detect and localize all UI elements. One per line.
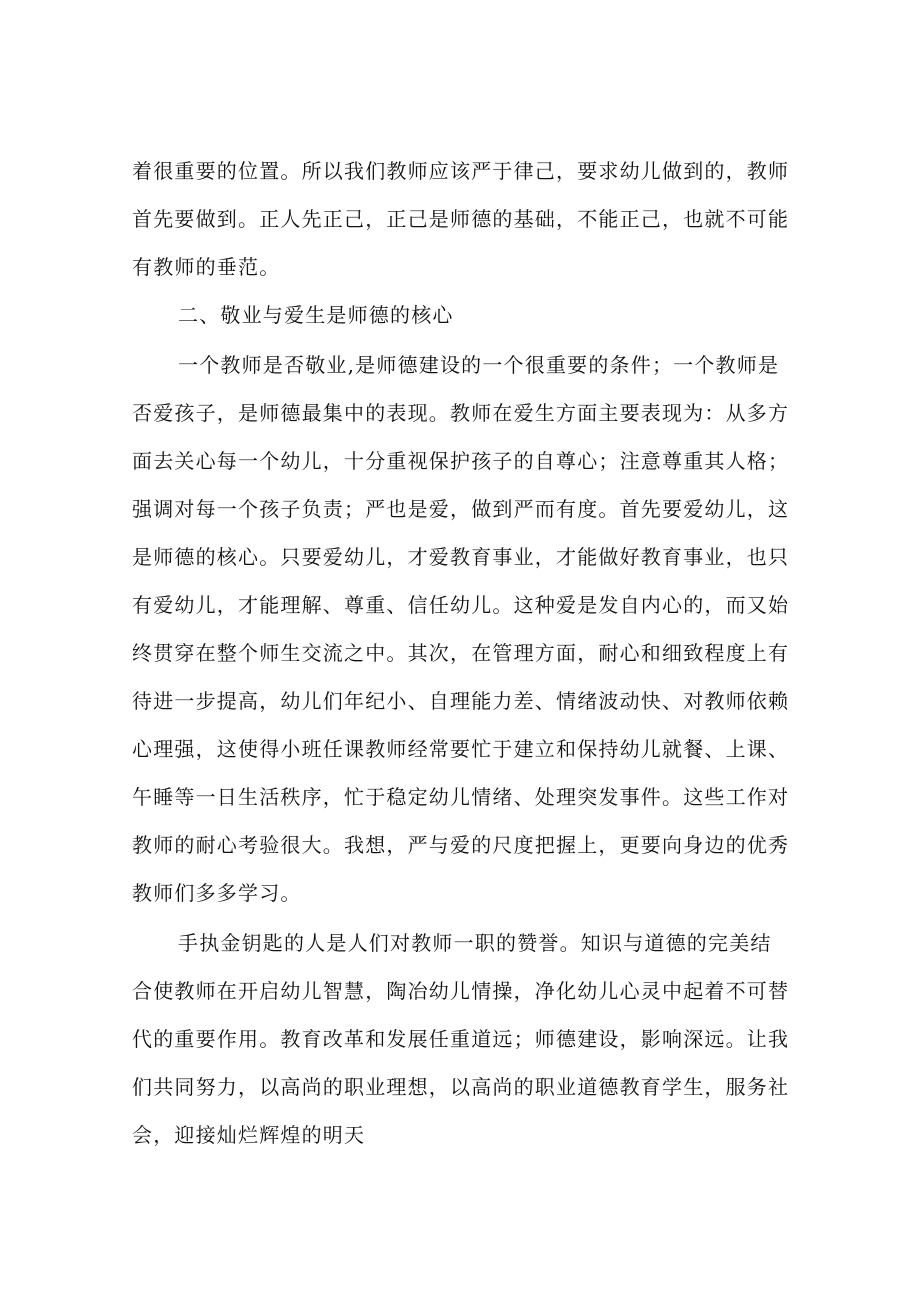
paragraph-line: 强调对每一个孩子负责；严也是爱，做到严而有度。首先要爱幼儿，这 xyxy=(132,497,790,521)
paragraph-line: 首先要做到。正人先正己，正己是师德的基础，不能正己，也就不可能 xyxy=(132,207,790,231)
paragraph-line: 会，迎接灿烂辉煌的明天 xyxy=(132,1123,366,1147)
paragraph-line: 午睡等一日生活秩序，忙于稳定幼儿情绪、处理突发事件。这些工作对 xyxy=(132,785,790,809)
paragraph-line: 们共同努力，以高尚的职业理想，以高尚的职业道德教育学生，服务社 xyxy=(132,1075,790,1099)
paragraph-line: 终贯穿在整个师生交流之中。其次，在管理方面，耐心和细致程度上有 xyxy=(132,641,790,665)
paragraph-line: 着很重要的位置。所以我们教师应该严于律己，要求幼儿做到的，教师 xyxy=(132,159,790,183)
section-heading: 二、敬业与爱生是师德的核心 xyxy=(178,303,454,327)
paragraph-line: 一个教师是否敬业,是师德建设的一个很重要的条件；一个教师是 xyxy=(178,353,780,377)
paragraph-line: 有爱幼儿，才能理解、尊重、信任幼儿。这种爱是发自内心的，而又始 xyxy=(132,593,790,617)
paragraph-line: 面去关心每一个幼儿，十分重视保护孩子的自尊心；注意尊重其人格； xyxy=(132,449,790,473)
paragraph-line: 心理强，这使得小班任课教师经常要忙于建立和保持幼儿就餐、上课、 xyxy=(132,737,790,761)
paragraph-line: 代的重要作用。教育改革和发展任重道远；师德建设，影响深远。让我 xyxy=(132,1027,790,1051)
paragraph-line: 教师的耐心考验很大。我想，严与爱的尺度把握上，更要向身边的优秀 xyxy=(132,833,790,857)
paragraph-line: 待进一步提高，幼儿们年纪小、自理能力差、情绪波动快、对教师依赖 xyxy=(132,689,790,713)
paragraph-line: 否爱孩子，是师德最集中的表现。教师在爱生方面主要表现为：从多方 xyxy=(132,401,790,425)
paragraph-line: 有教师的垂范。 xyxy=(132,255,281,279)
paragraph-line: 教师们多多学习。 xyxy=(132,881,302,905)
paragraph-line: 手执金钥匙的人是人们对教师一职的赞誉。知识与道德的完美结 xyxy=(178,931,772,955)
paragraph-line: 合使教师在开启幼儿智慧，陶冶幼儿情操，净化幼儿心灵中起着不可替 xyxy=(132,979,790,1003)
paragraph-line: 是师德的核心。只要爱幼儿，才爱教育事业，才能做好教育事业，也只 xyxy=(132,545,790,569)
